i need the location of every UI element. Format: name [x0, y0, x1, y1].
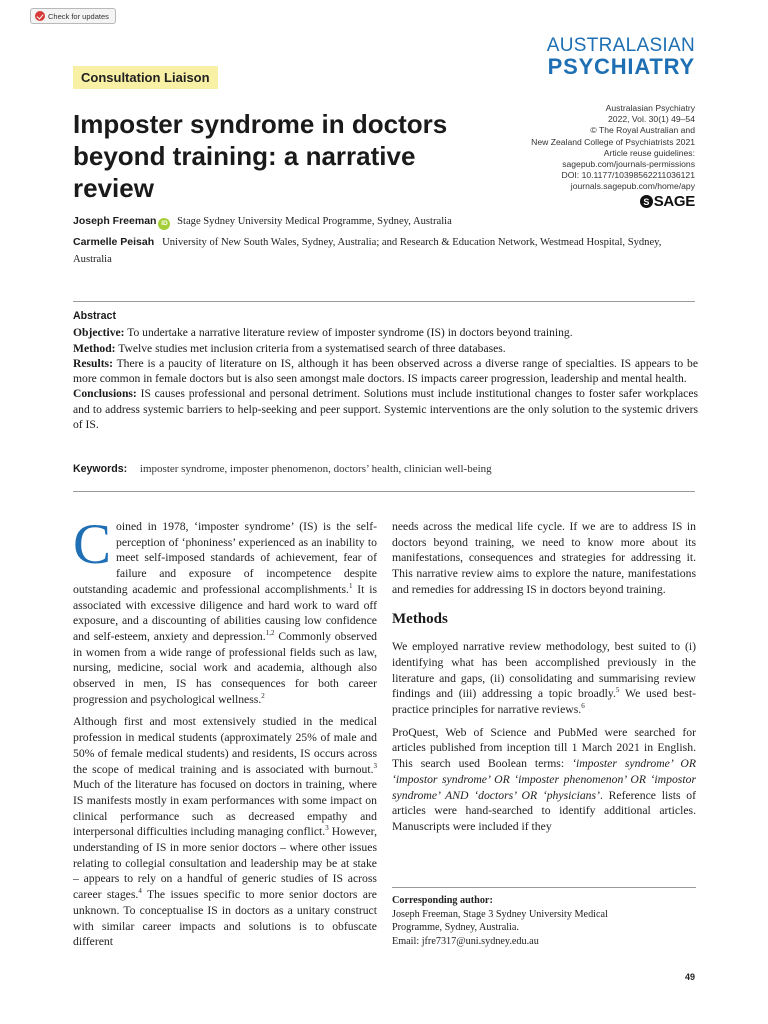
intro-paragraph: needs across the medical life cycle. If we are to address IS in doctors beyond training, we need to know more about its manifestations, consequences and strategies for addressing it. This narrative review aims to explore the nature, manifestations and remedies for addressing IS in doctors beyond training.: [392, 520, 696, 596]
body-text: However, understanding of IS in more senior doctors – where other issues relating to collegial consultation and leadership may be at stake – appears to rely on a handful of generic studies of IS across career stages.: [73, 825, 377, 902]
search-terms: ‘imposter syndrome’ OR ‘impostor syndrome’ OR ‘imposter phenomenon’ OR ‘impostor syndrome’ AND ‘doctors’ OR ‘physicians’: [392, 757, 697, 802]
check-icon: [35, 11, 45, 21]
author-name[interactable]: Carmelle Peisah: [73, 235, 155, 248]
corresponding-author: [392, 887, 696, 948]
corresponding-author-email[interactable]: Email: jfre7317@uni.sydney.edu.au: [392, 935, 539, 947]
drop-cap: C: [73, 513, 112, 576]
citation-link[interactable]: 6: [581, 702, 585, 711]
body-text: Commonly observed in women from a wide range of professional fields such as law, nursing, medicine, social work and academia, although also observed in men, IS has consequences for both career progression and psychological wellness.: [73, 629, 377, 706]
objective-label: Objective:: [73, 326, 125, 340]
check-for-updates-label: Check for updates: [48, 11, 109, 21]
orcid-icon[interactable]: iD: [158, 218, 170, 230]
abstract-results: [73, 356, 698, 387]
pub-info-line: © The Royal Australian and: [590, 125, 695, 136]
body-text: We employed narrative review methodology, best suited to (i) identifying what has been accomplished previously in the literature and gaps, (ii) consolidating and summarising review findings and (iii) addressing a topic broadly.: [392, 640, 696, 701]
methods-heading: Methods: [392, 610, 448, 627]
pub-info-line: Australasian Psychiatry: [605, 103, 695, 113]
objective-text: To undertake a narrative literature review of imposter syndrome (IS) in doctors beyond training.: [127, 326, 573, 340]
body-text: We used best-practice principles for narrative reviews.: [392, 687, 696, 717]
divider: [73, 301, 695, 302]
results-text: There is a paucity of literature on IS, although it has been observed across a diverse range of specialties. IS appears to be more common in female doctors but is also seen amongst male doctors. IS impacts career progression, leadership and mental health.: [73, 356, 698, 386]
check-for-updates-button[interactable]: [30, 8, 116, 24]
journal-logo-line1: AUSTRALASIAN: [546, 35, 695, 56]
abstract-heading: Abstract: [73, 310, 116, 322]
body-text: ProQuest, Web of Science and PubMed were searched for articles published from inception till 1 March 2021 in English. This search used Boolean terms:: [392, 725, 696, 771]
permissions-link[interactable]: sagepub.com/journals-permissions: [562, 159, 695, 170]
methods-paragraph: [392, 639, 696, 718]
citation-link[interactable]: 5: [615, 686, 620, 695]
body-column-left: [73, 513, 377, 957]
pub-info-line: 2022, Vol. 30(1) 49–54: [608, 114, 695, 125]
pub-info-line: New Zealand College of Psychiatrists 2021: [531, 136, 695, 147]
author-name[interactable]: Joseph Freeman: [73, 215, 157, 227]
body-column-right: [392, 519, 696, 842]
method-text: Twelve studies met inclusion criteria from a systematised search of three databases.: [118, 341, 506, 355]
author-list: [73, 213, 698, 269]
citation-link[interactable]: 2: [261, 691, 265, 700]
corresponding-author-heading: Corresponding author:: [392, 895, 493, 906]
citation-link[interactable]: 1,2: [265, 628, 275, 637]
body-text: oined in 1978, ‘imposter syndrome’ (IS) is the self-perception of ‘phoniness’ experienced as an inability to meet self-imposed standards of achievement, fear of failure and exposure of incompetence despite outstanding academic and professional accomplishments.: [73, 520, 377, 596]
publication-info: [495, 103, 695, 193]
pub-info-line: Article reuse guidelines:: [603, 147, 695, 158]
journal-logo: [547, 36, 695, 78]
author-affiliation: University of New South Wales, Sydney, Australia; and Research & Education Network, Westmead Hospital, Sydney, Australia: [73, 236, 662, 265]
abstract-method: [73, 341, 698, 356]
author-affiliation: Stage Sydney University Medical Programme, Sydney, Australia: [177, 216, 452, 227]
abstract: [73, 309, 698, 432]
divider: [73, 491, 695, 492]
body-text: Much of the literature has focused on doctors in training, where IS manifests mostly in exam performances with some impact on clinical performance such as decreased empathy and interpersonal difficulties including managing conflict.: [73, 778, 377, 839]
article-title: Imposter syndrome in doctors beyond training: a narrative review: [73, 109, 448, 203]
conclusions-label: Conclusions:: [73, 387, 137, 401]
sage-logo: [640, 193, 695, 210]
intro-paragraph: [73, 513, 377, 707]
corresponding-author-line: Programme, Sydney, Australia.: [392, 922, 519, 933]
sage-wordmark: SAGE: [653, 193, 695, 210]
page-number: 49: [684, 972, 695, 982]
keywords-text: imposter syndrome, imposter phenomenon, doctors’ health, clinician well-being: [139, 463, 492, 475]
citation-link[interactable]: 3: [373, 761, 377, 770]
journal-logo-line2: PSYCHIATRY: [547, 54, 695, 79]
citation-link[interactable]: 4: [138, 887, 142, 896]
abstract-conclusions: [73, 386, 698, 432]
body-text: Although first and most extensively studied in the medical profession in medical students (approximately 25% of male and 50% of female medical students) and residents, IS occurs across the scope of medical training and is associated with burnout.: [73, 715, 377, 776]
section-tag: Consultation Liaison: [73, 66, 218, 89]
author-entry: [73, 234, 698, 269]
intro-paragraph: [73, 714, 377, 950]
conclusions-text: IS causes professional and personal detriment. Solutions must include institutional changes to foster safer workplaces and to address systemic barriers to help-seeking and peer support. Systemic interventions are the only solution to the systemic drivers of IS.: [73, 387, 698, 432]
body-text: The issues specific to more senior doctors are unknown. To conceptualise IS in doctors as a unitary construct with similar career impacts and solutions is to obfuscate different: [73, 888, 377, 949]
body-text: It is associated with excessive diligence and hard work to ward off exposure, and a discounting of abilities causing low confidence and self-esteem, anxiety and depression.: [73, 582, 377, 643]
abstract-objective: [73, 325, 698, 340]
doi-link[interactable]: DOI: 10.1177/10398562211036121: [561, 170, 695, 181]
citation-link[interactable]: 1: [348, 581, 353, 590]
corresponding-author-line: Joseph Freeman, Stage 3 Sydney University Medical: [392, 908, 608, 920]
citation-link[interactable]: 3: [325, 824, 329, 833]
body-text: . Reference lists of articles were hand-searched to identify additional articles. Manuscripts were included if they: [392, 788, 696, 833]
journal-home-link[interactable]: journals.sagepub.com/home/apy: [570, 181, 695, 192]
keywords: [73, 462, 698, 477]
results-label: Results:: [73, 356, 113, 370]
sage-mark-icon: S: [640, 195, 653, 208]
keywords-label: Keywords:: [73, 463, 128, 475]
author-entry: [73, 213, 698, 231]
method-label: Method:: [73, 341, 116, 355]
methods-paragraph: [392, 725, 696, 835]
